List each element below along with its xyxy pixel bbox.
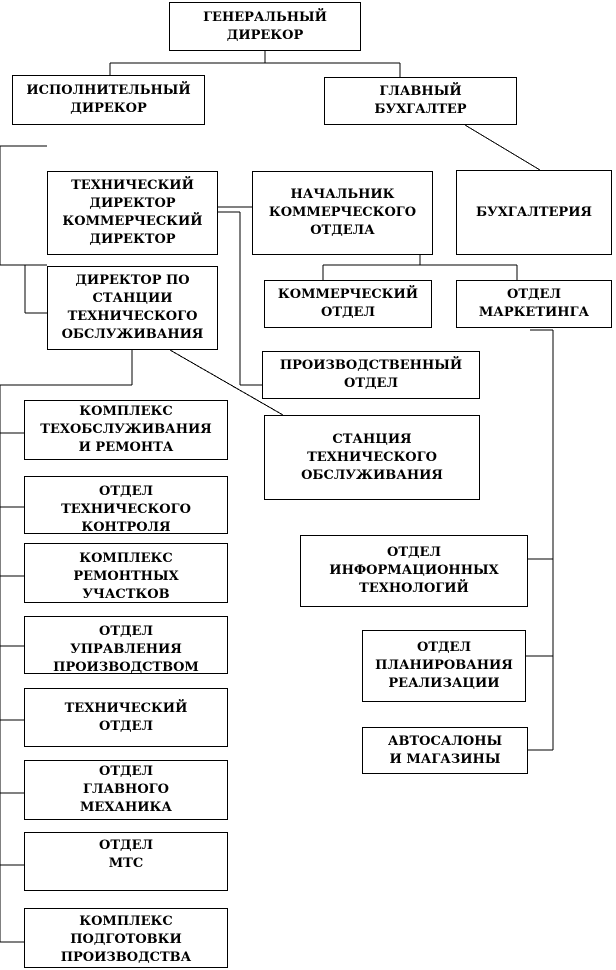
showrooms-label: АВТОСАЛОНЫ И МАГАЗИНЫ [387,733,503,767]
production-dept-label: ПРОИЗВОДСТВЕННЫЙ ОТДЕЛ [279,358,463,391]
production-prep-label: КОМПЛЕКС ПОДГОТОВКИ ПРОИЗВОДСТВА [60,914,192,965]
commercial-dept-label: КОММЕРЧЕСКИЙ ОТДЕЛ [277,287,419,320]
tech-commercial-director-label: ТЕХНИЧЕСКИЙ ДИРЕКТОР КОММЕРЧЕСКИЙ ДИРЕКТОР [62,178,203,247]
chief-accountant-label: ГЛАВНЫЙ БУХГАЛТЕР [374,84,467,117]
accounting-box [456,170,612,255]
general-director-box [169,2,361,51]
connector-accountant-to-accounting [465,125,540,170]
marketing-dept-box [456,280,612,328]
commercial-dept-box [264,280,432,328]
service-station-label: СТАНЦИЯ ТЕХНИЧЕСКОГО ОБСЛУЖИВАНИЯ [301,431,443,483]
sales-planning-label: ОТДЕЛ ПЛАНИРОВАНИЯ РЕАЛИЗАЦИИ [375,640,513,691]
executive-director-box [12,75,205,125]
executive-director-label: ИСПОЛНИТЕЛЬНЫЙ ДИРЕКОР [26,83,191,116]
production-management-label: ОТДЕЛ УПРАВЛЕНИЯ ПРОИЗВОДСТВОМ [53,624,199,674]
service-station-box [264,415,480,500]
production-prep-box [24,908,228,968]
repair-sections-box [24,543,228,603]
chief-mechanic-box [24,760,228,820]
technical-dept-label: ТЕХНИЧЕСКИЙ ОТДЕЛ [64,700,188,734]
it-dept-label: ОТДЕЛ ИНФОРМАЦИОННЫХ ТЕХНОЛОГИЙ [329,545,499,596]
it-dept-box [300,535,528,607]
production-dept-box [262,351,480,399]
technical-dept-box [24,688,228,747]
marketing-dept-label: ОТДЕЛ МАРКЕТИНГА [478,287,590,320]
mts-label: ОТДЕЛ МТС [99,838,153,871]
accounting-label: БУХГАЛТЕРИЯ [476,204,592,220]
chief-accountant-box [324,77,517,125]
maintenance-complex-label: КОМПЛЕКС ТЕХОБСЛУЖИВАНИЯ И РЕМОНТА [40,404,212,455]
repair-sections-label: КОМПЛЕКС РЕМОНТНЫХ УЧАСТКОВ [73,551,179,602]
general-director-label: ГЕНЕРАЛЬНЫЙ ДИРЕКОР [203,9,327,43]
showrooms-box [362,727,528,774]
mts-box [24,832,228,891]
head-commercial-dept-box [252,171,433,255]
sales-planning-box [362,630,526,702]
production-management-box [24,616,228,674]
head-commercial-dept-label: НАЧАЛЬНИК КОММЕРЧЕСКОГО ОТДЕЛА [268,187,417,238]
maintenance-complex-box [24,400,228,460]
tech-commercial-director-box [47,171,218,255]
service-station-director-box [47,266,218,350]
service-station-director-label: ДИРЕКТОР ПО СТАНЦИИ ТЕХНИЧЕСКОГО ОБСЛУЖИВАНИЯ [61,273,204,342]
quality-control-label: ОТДЕЛ ТЕХНИЧЕСКОГО КОНТРОЛЯ [61,484,191,534]
chief-mechanic-label: ОТДЕЛ ГЛАВНОГО МЕХАНИКА [80,764,172,815]
quality-control-box [24,476,228,534]
